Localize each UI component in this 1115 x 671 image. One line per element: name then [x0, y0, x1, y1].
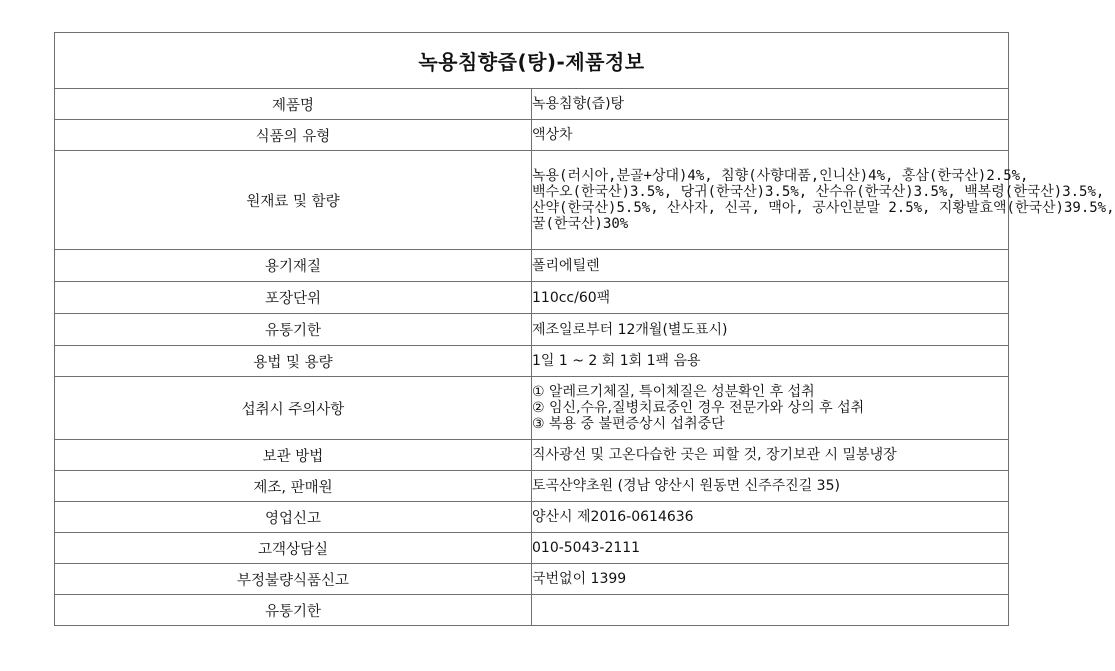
ingredients-line: 산약(한국산)5.5%, 산사자, 신곡, 맥아, 공사인분말 2.5%, 지황발효액(한국산)39.5%, [532, 200, 1115, 216]
row-label-product-name: 제품명 [55, 89, 532, 120]
row-value-container: 폴리에틸렌 [532, 250, 1009, 282]
row-value-ingredients [532, 151, 1115, 250]
caution-line: ① 알레르기체질, 특이체질은 성분확인 후 섭취 [532, 384, 815, 400]
table-row [55, 89, 1009, 120]
row-value-cautions [532, 377, 1009, 440]
caution-line: ② 임신,수유,질병치료중인 경우 전문가와 상의 후 섭취 [532, 400, 865, 416]
row-label-dosage: 용법 및 용량 [55, 346, 532, 377]
row-value-bad-food-report: 국번없이 1399 [532, 564, 1009, 595]
product-info-table [54, 32, 1115, 626]
table-row [55, 151, 1009, 250]
row-label-packaging: 포장단위 [55, 282, 532, 314]
row-label-customer-service: 고객상담실 [55, 533, 532, 564]
product-info-sheet [54, 32, 1115, 626]
row-value-expiry-date [532, 595, 1009, 626]
row-value-packaging: 110cc/60팩 [532, 282, 1009, 314]
row-label-storage: 보관 방법 [55, 440, 532, 471]
row-label-cautions: 섭취시 주의사항 [55, 377, 532, 440]
table-row [55, 282, 1009, 314]
row-label-ingredients: 원재료 및 함량 [55, 151, 532, 250]
table-row [55, 502, 1009, 533]
row-value-storage: 직사광선 및 고온다습한 곳은 피할 것, 장기보관 시 밀봉냉장 [532, 440, 1009, 471]
table-row [55, 471, 1009, 502]
table-row [55, 346, 1009, 377]
table-row [55, 250, 1009, 282]
row-label-container: 용기재질 [55, 250, 532, 282]
row-label-manufacturer: 제조, 판매원 [55, 471, 532, 502]
row-value-manufacturer: 토곡산약초원 (경남 양산시 원동면 신주주진길 35) [532, 471, 1009, 502]
row-value-customer-service: 010-5043-2111 [532, 533, 1009, 564]
table-row [55, 564, 1009, 595]
row-label-business-report: 영업신고 [55, 502, 532, 533]
row-value-dosage: 1일 1 ~ 2 회 1회 1팩 음용 [532, 346, 1009, 377]
row-value-business-report: 양산시 제2016-0614636 [532, 502, 1009, 533]
caution-line: ③ 복용 중 불편증상시 섭취중단 [532, 416, 725, 432]
row-label-bad-food-report: 부정불량식품신고 [55, 564, 532, 595]
table-row [55, 595, 1009, 626]
ingredients-line: 꿀(한국산)30% [532, 216, 629, 232]
table-row [55, 533, 1009, 564]
table-title: 녹용침향즙(탕)-제품정보 [55, 33, 1009, 89]
table-row [55, 377, 1009, 440]
row-value-food-type: 액상차 [532, 120, 1009, 151]
table-row [55, 314, 1009, 346]
row-value-product-name: 녹용침향(즙)탕 [532, 89, 1009, 120]
ingredients-line: 녹용(러시아,분골+상대)4%, 침향(사향대품,인니산)4%, 홍삼(한국산)2.5%, [532, 168, 1029, 184]
ingredients-line: 백수오(한국산)3.5%, 당귀(한국산)3.5%, 산수유(한국산)3.5%, 백복령(한국산)3.5%, [532, 184, 1105, 200]
row-label-expiry-date: 유통기한 [55, 595, 532, 626]
row-label-expiry: 유통기한 [55, 314, 532, 346]
row-label-food-type: 식품의 유형 [55, 120, 532, 151]
table-row [55, 440, 1009, 471]
table-row [55, 120, 1009, 151]
row-value-expiry: 제조일로부터 12개월(별도표시) [532, 314, 1009, 346]
